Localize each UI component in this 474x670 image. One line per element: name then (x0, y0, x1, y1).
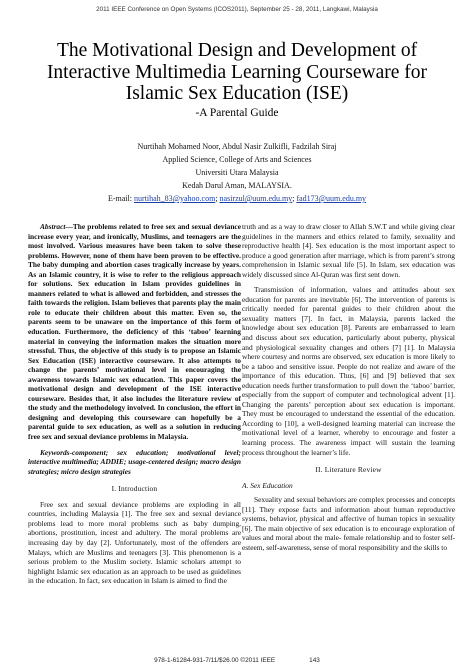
paper-subtitle: -A Parental Guide (195, 107, 279, 119)
body-paragraph-2: Transmission of information, values and attitudes about sex education for parents are inevitable [6]. The intervention of parents is critically needed for parental guides to their children about the sexuality matters [7]. In fact, in Malaysia, parents lacked the knowledge about sex education [8]. Parents are embarrassed to learn and discuss about sex education, particularly about puberty, physical and physiological sexuality changes and others [7] [1]. In Malaysia where courtesy and norms are observed, sex education is more likely to be a taboo and sensitive issue. People do not realize and aware of the importance of this education. Thus, [6] and [9] believed that sex education needs further transformation to pull down the ‘taboo’ barrier, especially from the support of computer and technological advent [1]. Changing the parents’ perception about sex education is important. They must be encouraged to understand the essential of the education. According to [10], a well-designed learning material can increase the motivational level of a learner, whereby to encourage and foster a learning process. The awareness impact will sustain the learning process throughout the learner’s life. (242, 285, 455, 457)
abstract-text: —The problems related to free sex and sexual deviance increase every year, and ironically, Muslims, and teenagers are the most involved. Various measures have been taken to solve these problems. However, none of them have been proven to be effective. The baby dumping and abortion cases tragically increase by years. As an Islamic country, it is wise to refer to the religious approach for solutions. Sex education in Islam provides guidelines in manners related to what is allowed and forbidden, and stresses the faith towards the religion. Islam believes that parents play the main role to educate their children about this matter. Even so, the parents seem to be unaware on the importance of this form of education. Furthermore, the deficiency of this ‘taboo’ learning material in conveying the information makes the situation more stressful. Thus, the objective of this study is to propose an Islamic Sex Education (ISE) interactive courseware. It also attempts to change the parents’ motivational level in encouraging the awareness towards Islamic sex education. This paper covers the motivational design and development of the ISE interactive courseware. Besides that, it also includes the literature review of the study and the methodology involved. In conclusion, the effort in designing and developing this courseware can hopefully be a parental guide to sex education, as well as a solution in reducing free sex and sexual deviance problems in Malaysia. (28, 222, 241, 442)
body-paragraph-1: truth and as a way to draw closer to Allah S.W.T and while giving clear guidelines in the manners and ethics related to family, sexuality and reproductive health [4]. Sex education is the most important aspect to produce a good generation after marriage, which is from parent’s strong comprehension in Islamic sexual life [5]. In Islam, sex education was widely discussed since Al-Quran was first sent down. (242, 222, 455, 279)
abstract (28, 222, 241, 442)
email-link-3[interactable]: fad173@uum.edu.my (296, 194, 367, 203)
author-university: Universiti Utara Malaysia (195, 168, 279, 177)
abstract-lead: Abstract (40, 222, 66, 231)
author-names: Nurtihah Mohamed Noor, Abdul Nasir Zulkifli, Fadzilah Siraj (137, 142, 337, 151)
left-column (28, 222, 241, 586)
right-column (242, 222, 455, 553)
author-department: Applied Science, College of Arts and Sciences (162, 155, 312, 164)
author-emails (0, 192, 474, 205)
author-address: Kedah Darul Aman, MALAYSIA. (182, 181, 292, 190)
email-separator: ; (215, 194, 220, 203)
subsection-heading-sex-education: A. Sex Education (242, 480, 293, 490)
email-link-1[interactable]: nurtihah_83@yahoo.com (133, 194, 216, 203)
footer-isbn: 978-1-61284-931-7/11/$26.00 ©2011 IEEE (154, 657, 276, 664)
page-footer (0, 657, 474, 664)
paper-title: The Motivational Design and Development of Interactive Multimedia Learning Courseware for Islamic Sex Education (ISE) (46, 40, 428, 104)
introduction-paragraph: Free sex and sexual deviance problems are exploding in all countries, including Malaysia [1]. The free sex and sexual deviance problems lead to more moral problems such as baby dumping, abortions, prostitution, incest and adultery. The moral problems are increasing day by day [2]. Unfortunately, most of the offenders are Malays, which are Muslims and teenagers [3]. This phenomenon is a serious problem to the Muslim society. Islamic scholars attempt to highlight Islamic sex education as an approach to be used as guidelines in the education. In fact, sex education in Islam is aimed to find the (28, 499, 241, 586)
section-heading-literature-review: II. Literature Review (315, 465, 382, 475)
email-label: E-mail: (107, 194, 134, 203)
email-link-2[interactable]: nasirzul@uum.edu.my (219, 194, 293, 203)
page-number: 143 (309, 657, 320, 664)
conference-header: 2011 IEEE Conference on Open Systems (ICOS2011), September 25 - 28, 2011, Langkawi, Malaysia (96, 6, 378, 13)
author-block (0, 140, 474, 205)
section-heading-introduction: I. Introduction (111, 484, 158, 494)
email-separator: ; (292, 194, 297, 203)
body-paragraph-3: Sexuality and sexual behaviors are complex processes and concepts [11]. They expose facts and information about human reproductive systems, behavior, physical and affective of human topics in sexuality [6]. The main objective of sex education is to encourage exploration of values and moral about the male- female relationship and to foster self-esteem, self-awareness, sense of moral responsibility and the skills to (242, 495, 455, 552)
keywords: Keywords-component; sex education; motivational level; interactive multimedia; ADDIE; usage-centered design; macro design strategies; micro design strategies (28, 447, 241, 476)
